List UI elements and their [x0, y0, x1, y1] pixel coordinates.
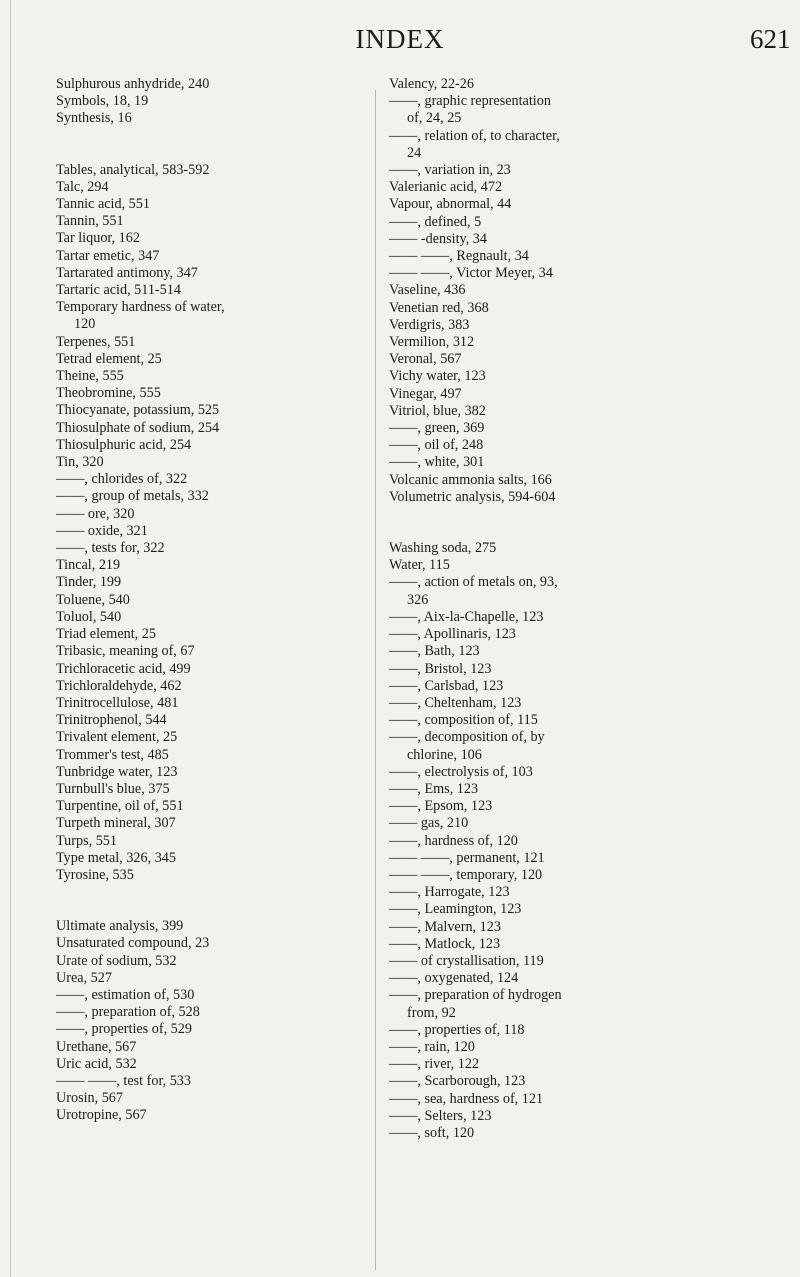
index-entry: Veronal, 567 — [389, 351, 462, 368]
index-entry: ——, white, 301 — [389, 454, 485, 471]
index-entry: Trommer's test, 485 — [56, 746, 169, 763]
index-entry: Water, 115 — [389, 557, 450, 574]
index-entry: Thiosulphate of sodium, 254 — [56, 419, 220, 436]
index-entry: ——, group of metals, 332 — [56, 488, 209, 505]
index-entry: ——, composition of, 115 — [389, 712, 538, 729]
index-entry: Urosin, 567 — [56, 1090, 123, 1107]
group-spacer — [56, 884, 371, 918]
index-entry: Synthesis, 16 — [56, 110, 132, 127]
index-entry: Type metal, 326, 345 — [56, 849, 176, 866]
index-entry: Venetian red, 368 — [389, 299, 489, 316]
index-entry: —— ——, permanent, 121 — [389, 849, 545, 866]
index-entry: ——, preparation of hydrogen — [389, 987, 562, 1004]
index-entry: of, 24, 25 — [407, 110, 462, 127]
index-entry: ——, Apollinaris, 123 — [389, 626, 516, 643]
index-entry: Unsaturated compound, 23 — [56, 935, 210, 952]
index-entry: ——, Leamington, 123 — [389, 901, 522, 918]
index-entry: ——, Malvern, 123 — [389, 918, 501, 935]
index-entry: chlorine, 106 — [407, 746, 482, 763]
index-entry: ——, chlorides of, 322 — [56, 471, 188, 488]
index-group-t — [56, 162, 371, 885]
index-entry: Ultimate analysis, 399 — [56, 918, 184, 935]
index-entry: ——, relation of, to character, — [389, 127, 560, 144]
index-entry: Thiocyanate, potassium, 525 — [56, 402, 220, 419]
index-entry: Vitriol, blue, 382 — [389, 402, 486, 419]
index-group-w — [389, 540, 759, 1142]
index-entry: ——, properties of, 118 — [389, 1021, 525, 1038]
index-entry: 120 — [74, 316, 96, 333]
index-entry: 24 — [407, 144, 422, 161]
index-entry: Symbols, 18, 19 — [56, 93, 149, 110]
index-entry: Trichloraldehyde, 462 — [56, 677, 182, 694]
index-entry: Toluol, 540 — [56, 608, 122, 625]
index-entry: Turpeth mineral, 307 — [56, 815, 176, 832]
index-entry: —— ——, test for, 533 — [56, 1072, 191, 1089]
index-entry: Terpenes, 551 — [56, 333, 136, 350]
index-entry: Tartar emetic, 347 — [56, 247, 160, 264]
index-group-u — [56, 918, 371, 1124]
index-entry: Tar liquor, 162 — [56, 230, 140, 247]
group-spacer — [389, 506, 759, 540]
index-entry: ——, Scarborough, 123 — [389, 1073, 526, 1090]
index-entry: Vichy water, 123 — [389, 368, 486, 385]
index-entry: Urethane, 567 — [56, 1038, 137, 1055]
page-margin-rule — [10, 0, 11, 1277]
index-entry: Urotropine, 567 — [56, 1107, 147, 1124]
index-entry: Uric acid, 532 — [56, 1055, 137, 1072]
index-entry: ——, electrolysis of, 103 — [389, 763, 533, 780]
index-entry: Toluene, 540 — [56, 591, 130, 608]
index-entry: Urate of sodium, 532 — [56, 952, 177, 969]
index-entry: —— of crystallisation, 119 — [389, 952, 544, 969]
index-entry: Tyrosine, 535 — [56, 866, 134, 883]
index-entry: ——, estimation of, 530 — [56, 986, 195, 1003]
group-spacer — [56, 128, 371, 162]
index-entry: ——, Aix-la-Chapelle, 123 — [389, 608, 544, 625]
index-entry: ——, sea, hardness of, 121 — [389, 1090, 544, 1107]
index-entry: Trinitrophenol, 544 — [56, 712, 167, 729]
index-entry: Thiosulphuric acid, 254 — [56, 436, 192, 453]
index-entry: Vinegar, 497 — [389, 385, 462, 402]
index-entry: from, 92 — [407, 1004, 456, 1021]
index-entry: ——, Harrogate, 123 — [389, 884, 510, 901]
index-entry: ——, Selters, 123 — [389, 1107, 492, 1124]
index-entry: —— ——, Victor Meyer, 34 — [389, 265, 553, 282]
index-entry: ——, oxygenated, 124 — [389, 970, 519, 987]
index-entry: Sulphurous anhydride, 240 — [56, 76, 210, 92]
index-entry: ——, river, 122 — [389, 1056, 480, 1073]
index-entry: Trivalent element, 25 — [56, 729, 178, 746]
index-entry: ——, Bath, 123 — [389, 643, 480, 660]
index-entry: Washing soda, 275 — [389, 540, 497, 557]
page-title: INDEX — [355, 24, 445, 54]
index-entry: Talc, 294 — [56, 178, 109, 195]
index-entry: ——, Bristol, 123 — [389, 660, 492, 677]
index-entry: Tunbridge water, 123 — [56, 763, 178, 780]
index-entry: ——, oil of, 248 — [389, 437, 484, 454]
page-number: 621 — [750, 24, 791, 54]
index-entry: ——, properties of, 529 — [56, 1021, 192, 1038]
index-entry: ——, Epsom, 123 — [389, 798, 493, 815]
index-entry: Valency, 22-26 — [389, 76, 474, 92]
index-entry: —— ——, Regnault, 34 — [389, 248, 529, 265]
index-entry: —— oxide, 321 — [56, 522, 148, 539]
index-entry: Tetrad element, 25 — [56, 350, 162, 367]
index-entry: Valerianic acid, 472 — [389, 179, 503, 196]
index-entry: Tribasic, meaning of, 67 — [56, 643, 195, 660]
index-entry: Triad element, 25 — [56, 626, 156, 643]
index-entry: Trichloracetic acid, 499 — [56, 660, 191, 677]
index-column-left — [56, 76, 371, 1125]
index-entry: ——, tests for, 322 — [56, 540, 165, 557]
index-entry: ——, defined, 5 — [389, 213, 482, 230]
index-entry: ——, graphic representation — [389, 93, 551, 110]
index-entry: ——, variation in, 23 — [389, 162, 511, 179]
index-entry: ——, action of metals on, 93, — [389, 574, 558, 591]
index-entry: ——, Carlsbad, 123 — [389, 677, 504, 694]
index-entry: Volumetric analysis, 594-604 — [389, 488, 556, 505]
index-entry: Tables, analytical, 583-592 — [56, 161, 210, 178]
index-entry: Verdigris, 383 — [389, 316, 470, 333]
index-entry: Vaseline, 436 — [389, 282, 466, 299]
index-entry: Tin, 320 — [56, 454, 104, 471]
index-entry: ——, Cheltenham, 123 — [389, 694, 522, 711]
index-entry: 326 — [407, 591, 429, 608]
index-entry: Tinder, 199 — [56, 574, 122, 591]
index-entry: —— ore, 320 — [56, 505, 135, 522]
index-group-v — [389, 76, 759, 506]
index-entry: Turpentine, oil of, 551 — [56, 798, 184, 815]
column-divider — [375, 90, 376, 1270]
index-entry: Theine, 555 — [56, 368, 124, 385]
index-entry: —— ——, temporary, 120 — [389, 866, 543, 883]
index-group-s — [56, 76, 371, 128]
index-entry: Theobromine, 555 — [56, 385, 161, 402]
index-entry: ——, rain, 120 — [389, 1038, 475, 1055]
index-entry: —— gas, 210 — [389, 815, 469, 832]
index-entry: ——, Ems, 123 — [389, 780, 479, 797]
index-entry: ——, preparation of, 528 — [56, 1004, 200, 1021]
index-entry: Trinitrocellulose, 481 — [56, 694, 179, 711]
index-entry: Turps, 551 — [56, 832, 117, 849]
index-entry: Turnbull's blue, 375 — [56, 780, 170, 797]
index-entry: ——, hardness of, 120 — [389, 832, 518, 849]
index-entry: Tartarated antimony, 347 — [56, 264, 198, 281]
index-entry: ——, green, 369 — [389, 420, 485, 437]
index-entry: Tincal, 219 — [56, 557, 121, 574]
index-entry: Vermilion, 312 — [389, 334, 475, 351]
index-column-right — [389, 76, 759, 1142]
index-entry: Tannin, 551 — [56, 213, 124, 230]
index-entry: Tartaric acid, 511-514 — [56, 282, 181, 299]
index-entry: ——, Matlock, 123 — [389, 935, 501, 952]
index-entry: ——, decomposition of, by — [389, 729, 545, 746]
index-entry: Temporary hardness of water, — [56, 299, 225, 316]
index-entry: —— -density, 34 — [389, 230, 487, 247]
index-entry: Volcanic ammonia salts, 166 — [389, 471, 552, 488]
index-entry: Vapour, abnormal, 44 — [389, 196, 512, 213]
index-entry: ——, soft, 120 — [389, 1124, 475, 1141]
index-entry: Tannic acid, 551 — [56, 196, 150, 213]
index-entry: Urea, 527 — [56, 969, 112, 986]
